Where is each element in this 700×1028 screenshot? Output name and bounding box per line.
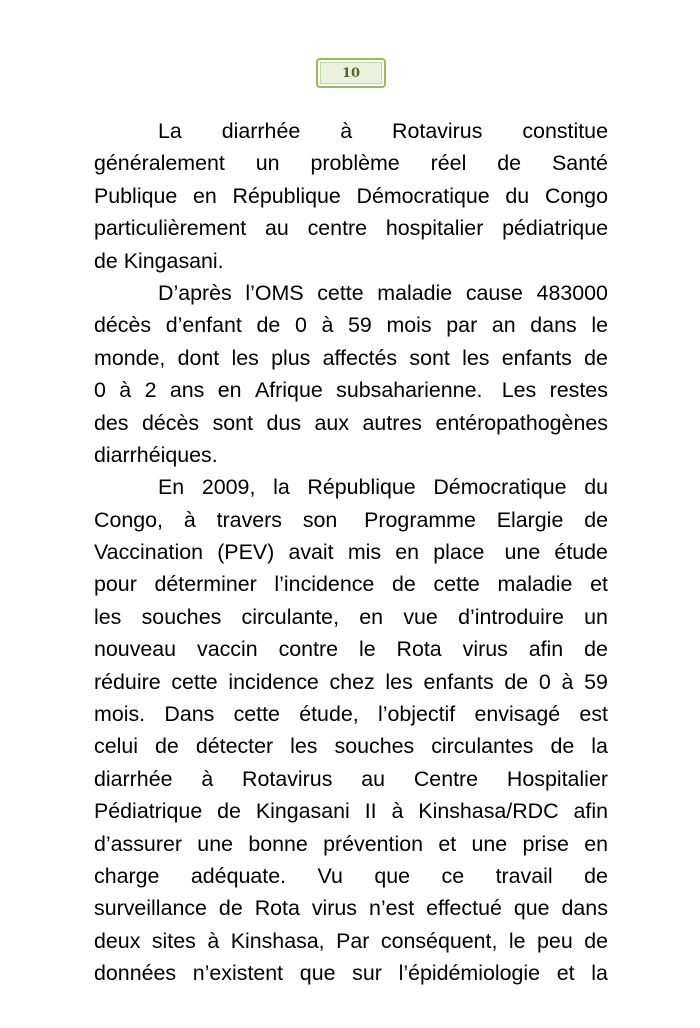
word: virus xyxy=(311,896,358,921)
word: Démocratique xyxy=(356,183,490,208)
word: est xyxy=(579,702,608,727)
word: que xyxy=(513,896,550,921)
word: mois xyxy=(386,313,432,338)
word: n’existent xyxy=(192,961,284,986)
word: 2 xyxy=(144,378,157,403)
paragraph-oms-statistics xyxy=(94,277,608,471)
word: adéquate. xyxy=(190,863,287,888)
word: de xyxy=(391,572,416,597)
text-line xyxy=(94,763,608,795)
word: de xyxy=(584,928,608,953)
word: diarrhée xyxy=(94,766,173,791)
word: Dans xyxy=(164,702,215,727)
word: dont xyxy=(177,345,220,370)
word: maladie xyxy=(497,572,573,597)
word: chez xyxy=(329,669,375,694)
word: constitue xyxy=(522,119,608,143)
page-number-box xyxy=(316,58,386,88)
word: un xyxy=(584,604,608,629)
word: contre xyxy=(278,637,339,662)
word: de xyxy=(155,734,179,759)
word: restes xyxy=(549,378,608,403)
word: de xyxy=(497,151,522,176)
word: II xyxy=(364,799,377,824)
word: dans xyxy=(561,896,608,921)
word: 59 xyxy=(584,669,608,694)
word: an xyxy=(491,313,516,338)
word: D’après xyxy=(158,280,232,305)
text-line xyxy=(94,730,608,762)
word: Rotavirus xyxy=(242,766,333,791)
text-line xyxy=(94,309,608,341)
word: affectés xyxy=(322,345,398,370)
word: circulante, xyxy=(241,604,340,629)
word: de xyxy=(584,637,608,662)
word: incidence xyxy=(228,669,319,694)
word: l’objectif xyxy=(377,702,456,727)
word: Elargie xyxy=(496,507,564,532)
text-line xyxy=(94,925,608,957)
word: virus xyxy=(462,637,508,662)
word: 0 xyxy=(94,378,106,403)
text-line xyxy=(94,892,608,924)
word: en xyxy=(193,183,217,208)
text-line xyxy=(94,601,608,633)
word: deux xyxy=(94,928,141,953)
word: dus xyxy=(266,410,302,435)
word: que xyxy=(299,961,336,986)
word: vue xyxy=(403,604,438,629)
word: à xyxy=(561,669,574,694)
word: au xyxy=(361,766,386,791)
word: le xyxy=(591,313,608,338)
word: cette xyxy=(233,702,280,727)
word: celui xyxy=(94,734,138,759)
word: de xyxy=(217,799,241,824)
word: l’OMS xyxy=(245,280,304,305)
text-line xyxy=(94,180,608,212)
word: La xyxy=(158,119,182,143)
text-line xyxy=(94,633,608,665)
text-line xyxy=(94,957,608,989)
word: surveillance xyxy=(94,896,207,921)
word: une xyxy=(197,831,233,856)
word: avait xyxy=(288,540,334,565)
word: charge xyxy=(94,863,160,888)
word: à xyxy=(201,766,214,791)
word: souches xyxy=(141,604,222,629)
word: à xyxy=(183,507,196,532)
word: enfants xyxy=(423,669,494,694)
word: cause xyxy=(465,280,523,305)
word: en xyxy=(359,604,384,629)
word: détecter xyxy=(195,734,274,759)
text-line xyxy=(94,407,608,439)
word: ans xyxy=(169,378,205,403)
text-line xyxy=(94,860,608,892)
word: des xyxy=(94,410,129,435)
word: Publique xyxy=(94,183,178,208)
word: sites xyxy=(151,928,196,953)
text-line-last: diarrhéiques. xyxy=(94,442,218,467)
word: étude, xyxy=(299,702,359,727)
text-line xyxy=(94,342,608,374)
word: au xyxy=(264,216,289,241)
word: en xyxy=(395,540,420,565)
word: la xyxy=(591,734,608,759)
word: afin xyxy=(528,637,564,662)
word: Vaccination xyxy=(94,540,203,565)
text-line xyxy=(94,536,608,568)
word: données xyxy=(94,961,177,986)
word: Rota xyxy=(396,637,442,662)
word: hospitalier xyxy=(385,216,484,241)
word: mis xyxy=(347,540,382,565)
word: et xyxy=(590,572,608,597)
word: monde, xyxy=(94,345,166,370)
word: cette xyxy=(433,572,480,597)
word: de xyxy=(550,734,575,759)
word: en xyxy=(217,378,242,403)
text-line xyxy=(94,828,608,860)
word: de xyxy=(256,313,281,338)
word: afin xyxy=(573,799,608,824)
word: Rota xyxy=(254,896,300,921)
word: République xyxy=(232,183,341,208)
word: et xyxy=(438,831,457,856)
word: En xyxy=(158,475,185,500)
word: Kinshasa, xyxy=(230,928,325,953)
word: réduire xyxy=(94,669,161,694)
word: de xyxy=(504,669,529,694)
text-line xyxy=(94,666,608,698)
word: un xyxy=(255,151,280,176)
word: (PEV) xyxy=(217,540,275,565)
word: de xyxy=(584,345,608,370)
word: Démocratique xyxy=(433,475,567,500)
word: du xyxy=(505,183,530,208)
word: la xyxy=(591,961,608,986)
word: 2009, xyxy=(201,475,256,500)
word: l’incidence xyxy=(274,572,375,597)
word: souches xyxy=(334,734,415,759)
word: prévention xyxy=(323,831,424,856)
text-line xyxy=(94,795,608,827)
text-line xyxy=(94,374,608,406)
word: de xyxy=(584,507,608,532)
word: pédiatrique xyxy=(502,216,608,241)
text-line xyxy=(94,147,608,179)
word: place xyxy=(433,540,485,565)
word: circulantes xyxy=(431,734,534,759)
word: déterminer xyxy=(154,572,257,597)
word: du xyxy=(584,475,608,500)
word: Pédiatrique xyxy=(94,799,203,824)
word: Vu xyxy=(317,863,343,888)
word: et xyxy=(556,961,575,986)
word: Rotavirus xyxy=(392,119,483,143)
word: problème xyxy=(310,151,400,176)
word: de xyxy=(584,863,608,888)
word: à xyxy=(340,119,353,143)
word: entéropathogènes xyxy=(435,410,608,435)
word: étude xyxy=(554,540,608,565)
word: à xyxy=(207,928,220,953)
word: ce xyxy=(441,863,465,888)
word: 483000 xyxy=(536,280,608,305)
word: les xyxy=(462,345,490,370)
word: une xyxy=(498,540,541,565)
word: à xyxy=(391,799,404,824)
word: Congo xyxy=(544,183,608,208)
word: les xyxy=(231,345,259,370)
word: prise xyxy=(522,831,569,856)
word: sont xyxy=(409,345,450,370)
body-text xyxy=(94,115,608,990)
word: 0 xyxy=(294,313,307,338)
word: Congo, xyxy=(94,507,163,532)
word: la xyxy=(273,475,290,500)
word: que xyxy=(374,863,411,888)
word: d’introduire xyxy=(458,604,564,629)
word: décès xyxy=(94,313,152,338)
text-line xyxy=(94,115,608,147)
word: Hospitalier xyxy=(506,766,608,791)
word: enfants xyxy=(501,345,572,370)
page-number: 10 xyxy=(320,62,382,84)
word: Kingasani xyxy=(255,799,350,824)
paragraph-pev-study xyxy=(94,471,608,989)
word: une xyxy=(471,831,508,856)
word: 0 xyxy=(538,669,551,694)
word: effectué xyxy=(426,896,502,921)
word: 59 xyxy=(348,313,372,338)
word: de xyxy=(218,896,243,921)
word: à xyxy=(119,378,132,403)
word: particulièrement xyxy=(94,216,247,241)
word: d’enfant xyxy=(165,313,242,338)
word: mois. xyxy=(94,702,146,727)
text-line xyxy=(94,568,608,600)
word: Les xyxy=(495,378,537,403)
word: d’assurer xyxy=(94,831,182,856)
word: le xyxy=(508,928,526,953)
word: sont xyxy=(212,410,254,435)
word: République xyxy=(307,475,416,500)
text-line xyxy=(94,698,608,730)
word: Programme xyxy=(358,507,476,532)
word: son xyxy=(302,507,338,532)
word: Kinshasa/RDC xyxy=(418,799,559,824)
word: autres xyxy=(362,410,422,435)
word: subsaharienne. xyxy=(336,378,483,403)
word: pour xyxy=(94,572,137,597)
word: nouveau xyxy=(94,637,177,662)
text-line-last: de Kingasani. xyxy=(94,248,224,273)
text-line xyxy=(94,212,608,244)
word: les xyxy=(94,604,122,629)
word: peu xyxy=(537,928,573,953)
word: maladie xyxy=(377,280,453,305)
word: sur xyxy=(352,961,382,986)
word: généralement xyxy=(94,151,225,176)
word: aux xyxy=(314,410,350,435)
word: les xyxy=(385,669,413,694)
word: diarrhée xyxy=(221,119,301,143)
word: Afrique xyxy=(254,378,323,403)
paragraph-rotavirus-public-health xyxy=(94,115,608,277)
word: centre xyxy=(307,216,368,241)
word: travers xyxy=(216,507,282,532)
word: Par xyxy=(336,928,370,953)
word: vaccin xyxy=(197,637,258,662)
word: décès xyxy=(142,410,200,435)
word: par xyxy=(446,313,478,338)
text-line xyxy=(94,504,608,536)
word: les xyxy=(290,734,318,759)
word: conséquent, xyxy=(380,928,498,953)
text-line xyxy=(94,277,608,309)
word: cette xyxy=(317,280,364,305)
word: le xyxy=(358,637,376,662)
word: Centre xyxy=(413,766,479,791)
word: à xyxy=(321,313,334,338)
word: Santé xyxy=(552,151,608,176)
word: dans xyxy=(530,313,577,338)
word: travail xyxy=(495,863,553,888)
word: plus xyxy=(271,345,311,370)
text-line xyxy=(94,471,608,503)
word: envisagé xyxy=(474,702,561,727)
word: bonne xyxy=(248,831,308,856)
word: réel xyxy=(430,151,467,176)
word: l’épidémiologie xyxy=(398,961,541,986)
word: cette xyxy=(171,669,218,694)
word: n’est xyxy=(368,896,415,921)
word: en xyxy=(584,831,608,856)
